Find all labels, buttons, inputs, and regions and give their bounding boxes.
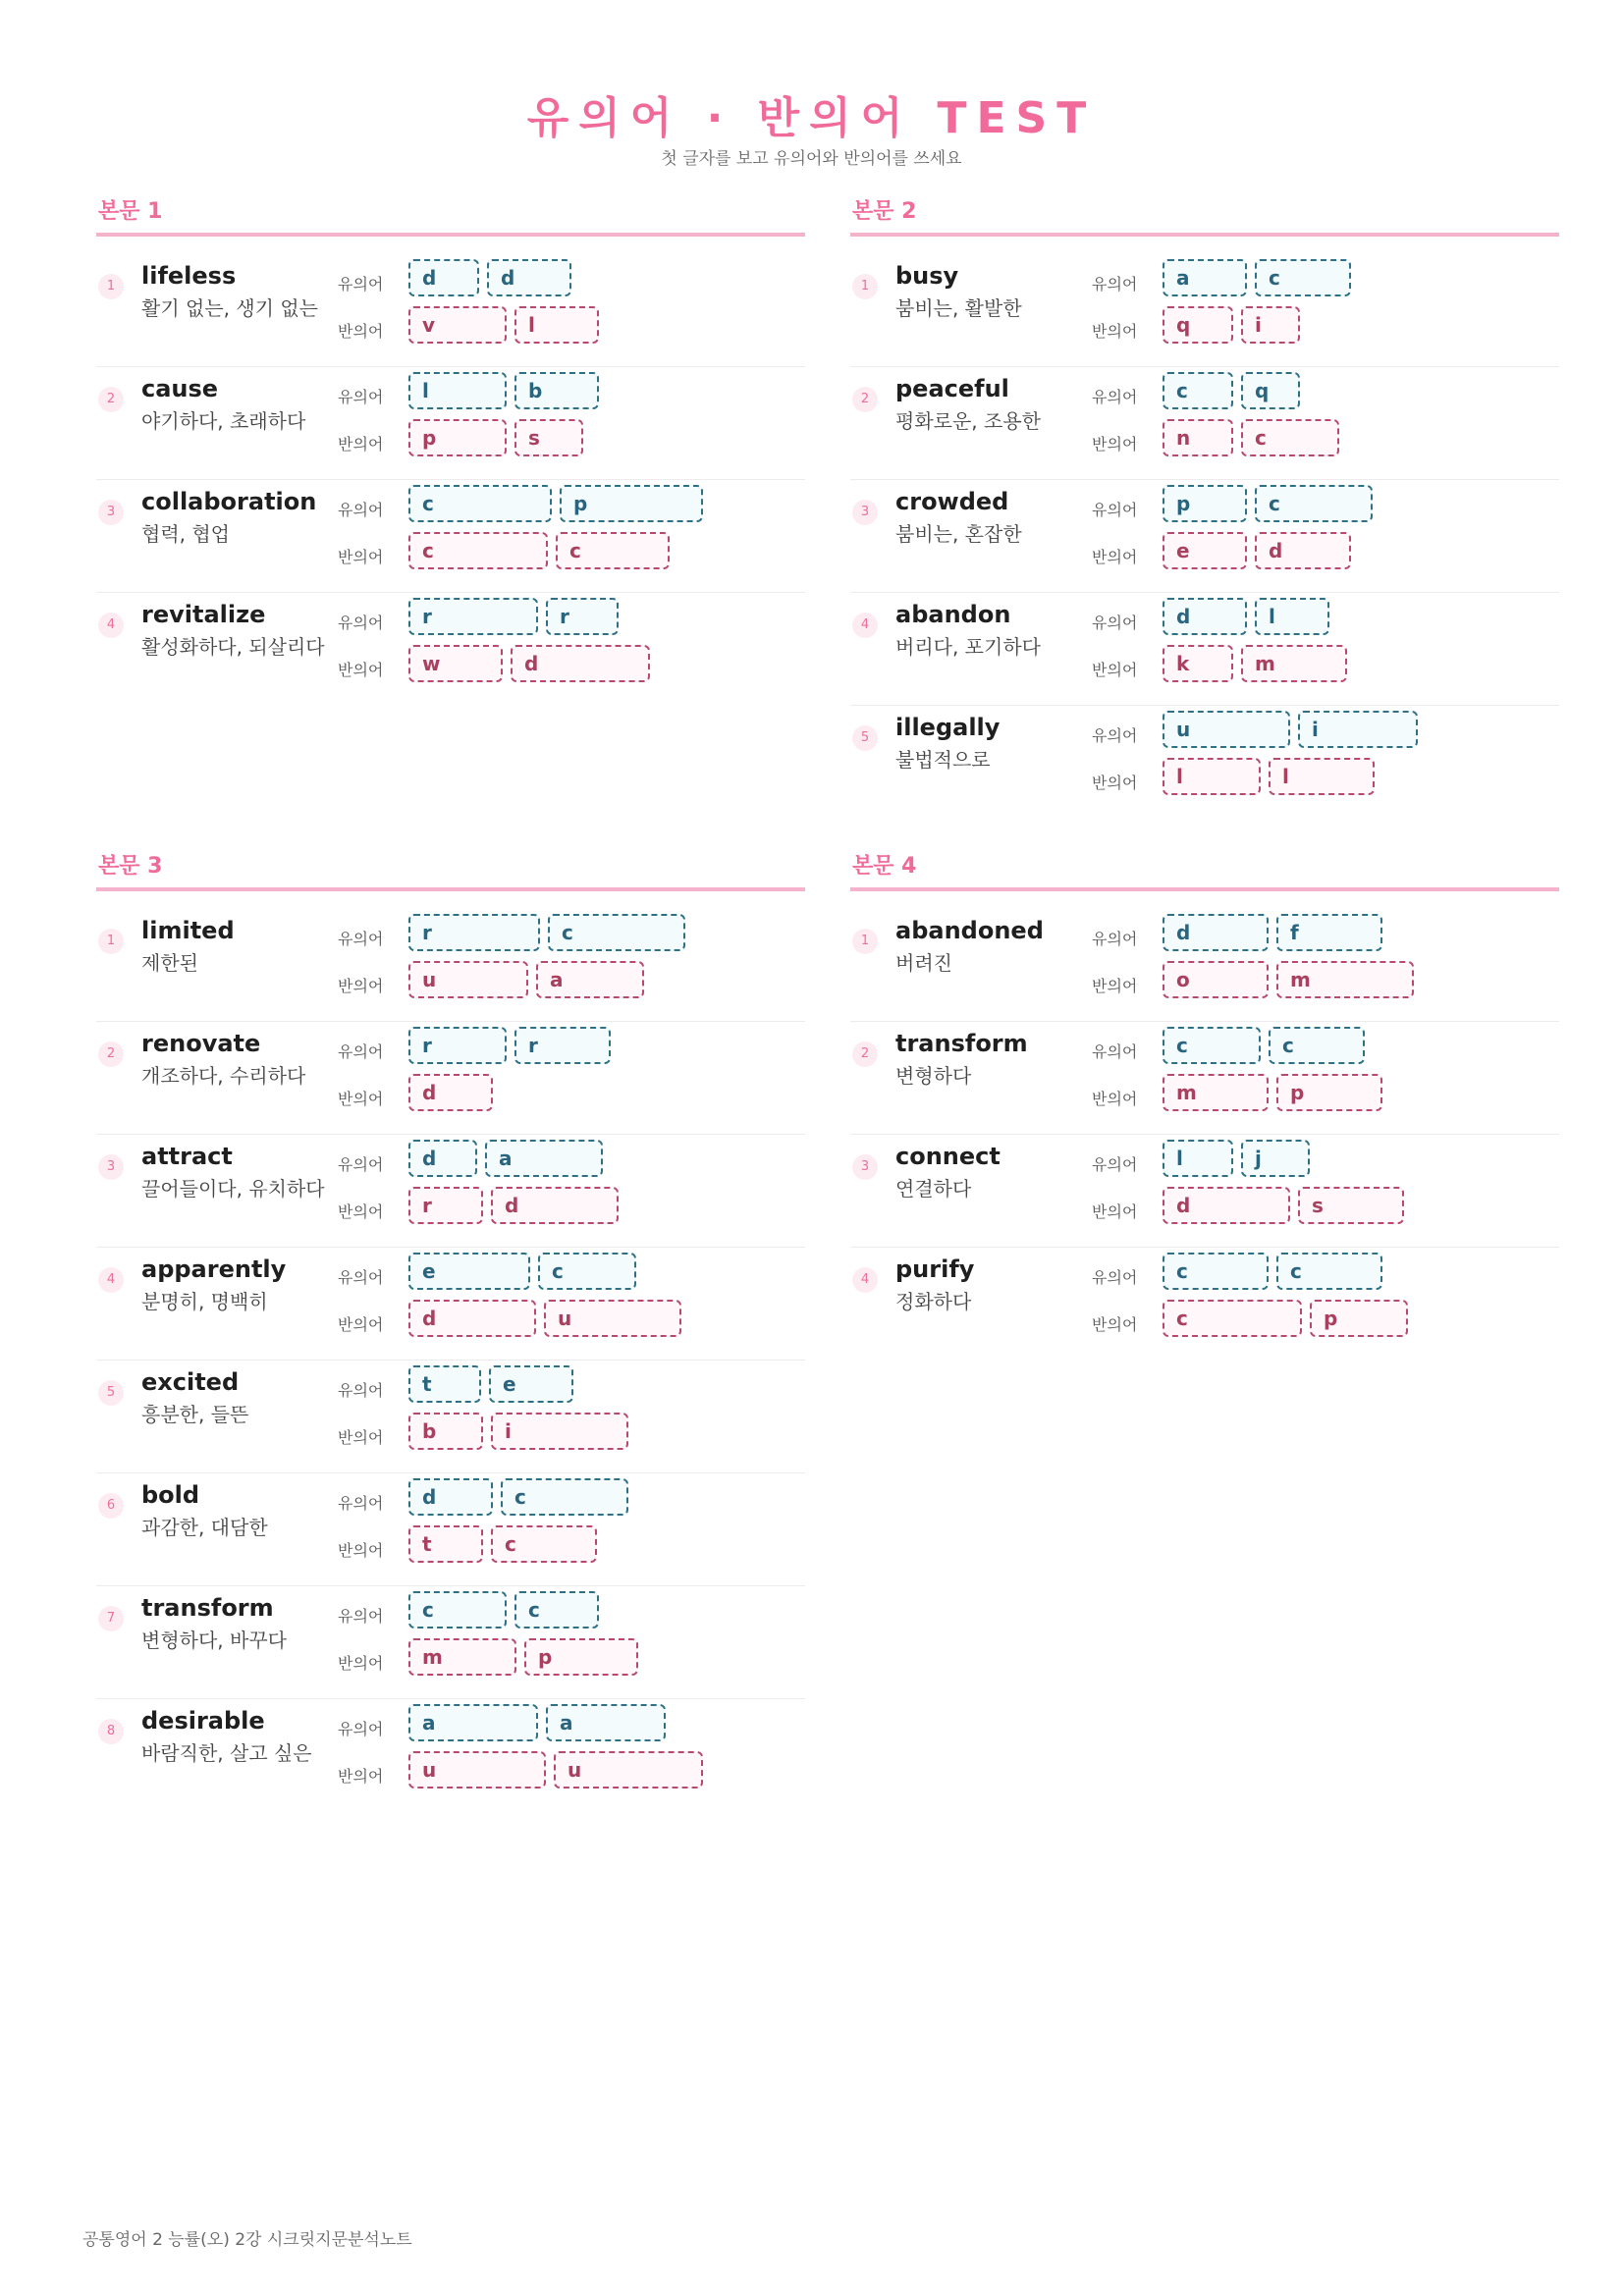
antonym-answer-box[interactable]: i — [1241, 306, 1300, 344]
antonym-answer-box[interactable]: u — [554, 1751, 703, 1789]
synonym-answer-box[interactable]: c — [538, 1253, 636, 1290]
synonym-label: 유의어 — [338, 275, 384, 294]
vocab-word: busy — [895, 262, 959, 290]
antonym-answer-box[interactable]: m — [1163, 1074, 1269, 1111]
antonym-label: 반의어 — [1092, 1315, 1138, 1334]
synonym-answer-box[interactable]: a — [546, 1704, 666, 1741]
synonym-answer-box[interactable]: r — [408, 598, 538, 635]
synonym-label: 유의어 — [338, 1042, 384, 1061]
synonym-answer-box[interactable]: i — [1298, 711, 1418, 748]
antonym-label: 반의어 — [338, 1315, 384, 1334]
synonym-label: 유의어 — [338, 930, 384, 948]
antonym-answer-box[interactable]: c — [1241, 419, 1339, 456]
antonym-answer-row — [408, 1413, 628, 1450]
vocab-item — [850, 1022, 1559, 1135]
vocab-meaning: 활성화하다, 되살리다 — [141, 635, 325, 659]
item-number-badge: 1 — [98, 929, 124, 954]
synonym-answer-row — [1163, 914, 1382, 951]
vocab-word: cause — [141, 375, 219, 402]
antonym-answer-row — [408, 1300, 681, 1337]
vocab-item — [96, 1361, 805, 1473]
vocab-word: purify — [895, 1255, 975, 1283]
synonym-label: 유의어 — [1092, 1268, 1138, 1287]
vocab-meaning: 버리다, 포기하다 — [895, 635, 1041, 659]
antonym-label: 반의어 — [1092, 1202, 1138, 1221]
antonym-answer-box[interactable]: w — [408, 645, 503, 682]
vocab-item — [850, 367, 1559, 480]
synonym-answer-row — [1163, 1253, 1382, 1290]
antonym-answer-row — [1163, 419, 1339, 456]
vocab-word: crowded — [895, 488, 1009, 515]
item-number-badge: 4 — [98, 613, 124, 638]
item-number-badge: 2 — [98, 387, 124, 412]
synonym-answer-box[interactable]: c — [1276, 1253, 1382, 1290]
synonym-label: 유의어 — [1092, 275, 1138, 294]
antonym-answer-box[interactable]: p — [1276, 1074, 1382, 1111]
antonym-answer-box[interactable]: c — [556, 532, 670, 569]
antonym-answer-row — [408, 1638, 638, 1676]
synonym-answer-row — [408, 914, 685, 951]
vocab-item — [96, 1248, 805, 1361]
synonym-answer-box[interactable]: a — [1163, 259, 1247, 296]
antonym-label: 반의어 — [1092, 435, 1138, 454]
synonym-answer-row — [408, 598, 619, 635]
vocab-item — [96, 1135, 805, 1248]
antonym-answer-box[interactable]: a — [536, 961, 644, 998]
antonym-answer-box[interactable]: d — [1255, 532, 1351, 569]
synonym-answer-row — [408, 259, 571, 296]
item-number-badge: 4 — [852, 613, 878, 638]
vocab-item — [96, 909, 805, 1022]
vocab-meaning: 연결하다 — [895, 1177, 972, 1201]
synonym-answer-row — [1163, 1027, 1365, 1064]
synonym-label: 유의어 — [338, 501, 384, 519]
vocab-meaning: 제한된 — [141, 951, 198, 975]
synonym-answer-box[interactable]: a — [408, 1704, 538, 1741]
vocab-meaning: 분명히, 명백히 — [141, 1290, 268, 1313]
vocab-item — [850, 706, 1559, 818]
vocab-meaning: 변형하다 — [895, 1064, 972, 1088]
antonym-label: 반의어 — [338, 322, 384, 341]
synonym-answer-box[interactable]: a — [485, 1140, 603, 1177]
vocab-meaning: 정화하다 — [895, 1290, 972, 1313]
vocab-word: abandoned — [895, 917, 1044, 944]
item-number-badge: 5 — [98, 1380, 124, 1406]
antonym-label: 반의어 — [338, 1090, 384, 1108]
vocab-meaning: 바람직한, 살고 싶은 — [141, 1741, 312, 1765]
vocab-item — [850, 480, 1559, 593]
section-title: 본문 3 — [96, 850, 805, 891]
antonym-answer-box[interactable]: c — [1163, 1300, 1302, 1337]
synonym-label: 유의어 — [338, 1494, 384, 1513]
vocab-meaning: 변형하다, 바꾸다 — [141, 1629, 287, 1652]
synonym-answer-box[interactable]: c — [501, 1478, 628, 1516]
vocab-meaning: 야기하다, 초래하다 — [141, 409, 306, 433]
antonym-answer-row — [1163, 1300, 1408, 1337]
antonym-label: 반의어 — [338, 435, 384, 454]
synonym-answer-box[interactable]: l — [1163, 1140, 1233, 1177]
antonym-answer-box[interactable]: u — [408, 961, 528, 998]
antonym-answer-box[interactable]: m — [408, 1638, 516, 1676]
antonym-answer-box[interactable]: p — [408, 419, 507, 456]
antonym-answer-row — [408, 306, 599, 344]
antonym-answer-row — [408, 1525, 597, 1563]
antonym-label: 반의어 — [338, 1202, 384, 1221]
antonym-label: 반의어 — [338, 1654, 384, 1673]
synonym-answer-box[interactable]: t — [408, 1365, 481, 1403]
antonym-answer-row — [408, 419, 583, 456]
section-passage-3 — [96, 850, 805, 1811]
synonym-answer-box[interactable]: c — [1163, 372, 1233, 409]
vocab-item — [96, 593, 805, 705]
vocab-word: apparently — [141, 1255, 287, 1283]
item-number-badge: 5 — [852, 725, 878, 751]
vocab-item — [96, 1699, 805, 1811]
synonym-label: 유의어 — [1092, 930, 1138, 948]
vocab-meaning: 붐비는, 활발한 — [895, 296, 1022, 320]
vocab-item — [96, 1473, 805, 1586]
antonym-answer-box[interactable]: d — [1163, 1187, 1290, 1224]
section-passage-2 — [850, 195, 1559, 818]
vocab-word: renovate — [141, 1030, 261, 1057]
vocab-item — [850, 1248, 1559, 1360]
antonym-label: 반의어 — [1092, 977, 1138, 995]
synonym-answer-box[interactable]: d — [487, 259, 571, 296]
antonym-answer-row — [408, 961, 644, 998]
vocab-meaning: 끌어들이다, 유치하다 — [141, 1177, 325, 1201]
synonym-label: 유의어 — [1092, 726, 1138, 745]
antonym-answer-box[interactable]: k — [1163, 645, 1233, 682]
synonym-answer-box[interactable]: r — [546, 598, 619, 635]
synonym-answer-row — [408, 1253, 636, 1290]
synonym-label: 유의어 — [338, 614, 384, 632]
vocab-meaning: 활기 없는, 생기 없는 — [141, 296, 318, 320]
antonym-answer-box[interactable]: u — [544, 1300, 681, 1337]
antonym-label: 반의어 — [338, 1767, 384, 1786]
synonym-label: 유의어 — [1092, 501, 1138, 519]
synonym-answer-box[interactable]: d — [1163, 914, 1269, 951]
item-number-badge: 2 — [98, 1041, 124, 1067]
synonym-answer-row — [1163, 372, 1300, 409]
vocab-meaning: 버려진 — [895, 951, 952, 975]
antonym-answer-box[interactable]: d — [511, 645, 650, 682]
vocab-word: abandon — [895, 601, 1011, 628]
antonym-label: 반의어 — [1092, 548, 1138, 566]
page-subtitle: 첫 글자를 보고 유의어와 반의어를 쓰세요 — [661, 149, 962, 169]
antonym-label: 반의어 — [1092, 774, 1138, 792]
antonym-answer-row — [1163, 1074, 1382, 1111]
vocab-meaning: 붐비는, 혼잡한 — [895, 522, 1022, 546]
vocab-item — [850, 1135, 1559, 1248]
footer-text: 공통영어 2 능률(오) 2강 시크릿지문분석노트 — [82, 2230, 412, 2250]
vocab-word: peaceful — [895, 375, 1009, 402]
vocab-meaning: 불법적으로 — [895, 748, 991, 772]
vocab-word: excited — [141, 1368, 240, 1396]
synonym-answer-row — [408, 1591, 599, 1629]
synonym-answer-box[interactable]: c — [548, 914, 685, 951]
antonym-answer-box[interactable]: u — [408, 1751, 546, 1789]
antonym-label: 반의어 — [338, 1428, 384, 1447]
synonym-answer-box[interactable]: l — [408, 372, 507, 409]
synonym-answer-box[interactable]: c — [1269, 1027, 1365, 1064]
antonym-answer-row — [408, 1187, 619, 1224]
synonym-label: 유의어 — [338, 388, 384, 406]
antonym-answer-box[interactable]: i — [491, 1413, 628, 1450]
antonym-answer-box[interactable]: m — [1276, 961, 1414, 998]
section-passage-1 — [96, 195, 805, 705]
synonym-answer-box[interactable]: d — [408, 1478, 493, 1516]
section-title: 본문 2 — [850, 195, 1559, 237]
synonym-answer-box[interactable]: c — [1255, 485, 1373, 522]
antonym-answer-row — [408, 1751, 703, 1789]
vocab-word: desirable — [141, 1707, 265, 1735]
antonym-answer-row — [1163, 1187, 1404, 1224]
antonym-answer-box[interactable]: c — [491, 1525, 597, 1563]
vocab-meaning: 개조하다, 수리하다 — [141, 1064, 306, 1088]
page-title: 유의어 · 반의어 TEST — [526, 93, 1097, 143]
antonym-answer-box[interactable]: l — [1163, 758, 1261, 795]
vocab-word: bold — [141, 1481, 200, 1509]
synonym-answer-row — [408, 485, 703, 522]
synonym-answer-box[interactable]: j — [1241, 1140, 1310, 1177]
antonym-answer-row — [1163, 532, 1351, 569]
synonym-answer-row — [408, 1704, 666, 1741]
synonym-answer-box[interactable]: e — [408, 1253, 530, 1290]
antonym-answer-box[interactable]: d — [408, 1074, 493, 1111]
antonym-answer-row — [1163, 961, 1414, 998]
synonym-answer-row — [408, 1140, 603, 1177]
item-number-badge: 3 — [98, 500, 124, 525]
vocab-item — [850, 593, 1559, 706]
item-number-badge: 3 — [852, 500, 878, 525]
item-number-badge: 2 — [852, 1041, 878, 1067]
synonym-answer-box[interactable]: r — [514, 1027, 611, 1064]
synonym-label: 유의어 — [338, 1155, 384, 1174]
antonym-label: 반의어 — [338, 977, 384, 995]
vocab-meaning: 흥분한, 들뜬 — [141, 1403, 249, 1426]
synonym-answer-row — [1163, 598, 1329, 635]
synonym-answer-box[interactable]: r — [408, 914, 540, 951]
synonym-answer-box[interactable]: c — [408, 485, 552, 522]
antonym-answer-box[interactable]: m — [1241, 645, 1347, 682]
antonym-answer-box[interactable]: s — [1298, 1187, 1404, 1224]
antonym-answer-box[interactable]: p — [524, 1638, 638, 1676]
item-number-badge: 1 — [98, 274, 124, 299]
antonym-answer-row — [1163, 645, 1347, 682]
synonym-answer-box[interactable]: c — [514, 1591, 599, 1629]
synonym-answer-box[interactable]: c — [1255, 259, 1351, 296]
item-number-badge: 8 — [98, 1719, 124, 1744]
antonym-answer-box[interactable]: l — [514, 306, 599, 344]
synonym-answer-box[interactable]: p — [560, 485, 703, 522]
synonym-answer-row — [408, 372, 599, 409]
synonym-answer-row — [1163, 711, 1418, 748]
antonym-answer-box[interactable]: b — [408, 1413, 483, 1450]
synonym-answer-row — [408, 1478, 628, 1516]
vocab-word: illegally — [895, 714, 1001, 741]
synonym-answer-row — [1163, 485, 1373, 522]
item-number-badge: 3 — [98, 1154, 124, 1180]
synonym-answer-row — [1163, 1140, 1310, 1177]
antonym-answer-box[interactable]: q — [1163, 306, 1233, 344]
antonym-answer-box[interactable]: n — [1163, 419, 1233, 456]
antonym-answer-box[interactable]: c — [408, 532, 548, 569]
synonym-label: 유의어 — [1092, 1042, 1138, 1061]
vocab-word: collaboration — [141, 488, 317, 515]
antonym-label: 반의어 — [338, 1541, 384, 1560]
synonym-answer-row — [1163, 259, 1351, 296]
synonym-answer-row — [408, 1365, 573, 1403]
synonym-label: 유의어 — [1092, 1155, 1138, 1174]
antonym-answer-row — [408, 1074, 493, 1111]
item-number-badge: 7 — [98, 1606, 124, 1631]
vocab-word: transform — [895, 1030, 1028, 1057]
antonym-answer-box[interactable]: p — [1310, 1300, 1408, 1337]
antonym-answer-box[interactable]: d — [408, 1300, 536, 1337]
synonym-answer-box[interactable]: e — [489, 1365, 573, 1403]
synonym-answer-box[interactable]: f — [1276, 914, 1382, 951]
antonym-label: 반의어 — [1092, 1090, 1138, 1108]
vocab-word: lifeless — [141, 262, 237, 290]
vocab-meaning: 평화로운, 조용한 — [895, 409, 1041, 433]
synonym-answer-box[interactable]: l — [1255, 598, 1329, 635]
antonym-answer-box[interactable]: s — [514, 419, 583, 456]
synonym-label: 유의어 — [1092, 614, 1138, 632]
item-number-badge: 4 — [98, 1267, 124, 1293]
vocab-meaning: 협력, 협업 — [141, 522, 230, 546]
antonym-answer-row — [408, 645, 650, 682]
antonym-answer-box[interactable]: o — [1163, 961, 1269, 998]
synonym-answer-row — [408, 1027, 611, 1064]
antonym-answer-box[interactable]: d — [491, 1187, 619, 1224]
synonym-answer-box[interactable]: d — [1163, 598, 1247, 635]
antonym-answer-box[interactable]: r — [408, 1187, 483, 1224]
vocab-item — [96, 480, 805, 593]
vocab-word: limited — [141, 917, 235, 944]
item-number-badge: 3 — [852, 1154, 878, 1180]
vocab-item — [850, 909, 1559, 1022]
vocab-item — [96, 1586, 805, 1699]
section-passage-4 — [850, 850, 1559, 1360]
synonym-answer-box[interactable]: c — [408, 1591, 507, 1629]
antonym-label: 반의어 — [338, 548, 384, 566]
vocab-item — [96, 367, 805, 480]
antonym-answer-box[interactable]: e — [1163, 532, 1247, 569]
vocab-word: attract — [141, 1143, 233, 1170]
antonym-label: 반의어 — [1092, 661, 1138, 679]
vocab-item — [96, 1022, 805, 1135]
synonym-answer-box[interactable]: c — [1163, 1027, 1261, 1064]
vocab-word: connect — [895, 1143, 1001, 1170]
synonym-label: 유의어 — [338, 1268, 384, 1287]
antonym-answer-row — [1163, 758, 1375, 795]
section-title: 본문 1 — [96, 195, 805, 237]
item-number-badge: 1 — [852, 929, 878, 954]
vocab-meaning: 과감한, 대담한 — [141, 1516, 268, 1539]
antonym-answer-row — [1163, 306, 1300, 344]
item-number-badge: 1 — [852, 274, 878, 299]
synonym-answer-box[interactable]: u — [1163, 711, 1290, 748]
vocab-item — [96, 254, 805, 367]
vocab-word: transform — [141, 1594, 274, 1622]
synonym-answer-box[interactable]: d — [408, 1140, 477, 1177]
antonym-answer-box[interactable]: v — [408, 306, 507, 344]
synonym-label: 유의어 — [338, 1381, 384, 1400]
synonym-label: 유의어 — [1092, 388, 1138, 406]
synonym-label: 유의어 — [338, 1720, 384, 1738]
synonym-answer-box[interactable]: b — [514, 372, 599, 409]
antonym-label: 반의어 — [338, 661, 384, 679]
antonym-label: 반의어 — [1092, 322, 1138, 341]
antonym-answer-row — [408, 532, 670, 569]
item-number-badge: 2 — [852, 387, 878, 412]
synonym-answer-box[interactable]: d — [408, 259, 479, 296]
synonym-label: 유의어 — [338, 1607, 384, 1626]
synonym-answer-box[interactable]: q — [1241, 372, 1300, 409]
synonym-answer-box[interactable]: c — [1163, 1253, 1269, 1290]
antonym-answer-box[interactable]: l — [1269, 758, 1375, 795]
antonym-answer-box[interactable]: t — [408, 1525, 483, 1563]
item-number-badge: 4 — [852, 1267, 878, 1293]
vocab-word: revitalize — [141, 601, 266, 628]
synonym-answer-box[interactable]: r — [408, 1027, 507, 1064]
synonym-answer-box[interactable]: p — [1163, 485, 1247, 522]
vocab-item — [850, 254, 1559, 367]
item-number-badge: 6 — [98, 1493, 124, 1519]
section-title: 본문 4 — [850, 850, 1559, 891]
